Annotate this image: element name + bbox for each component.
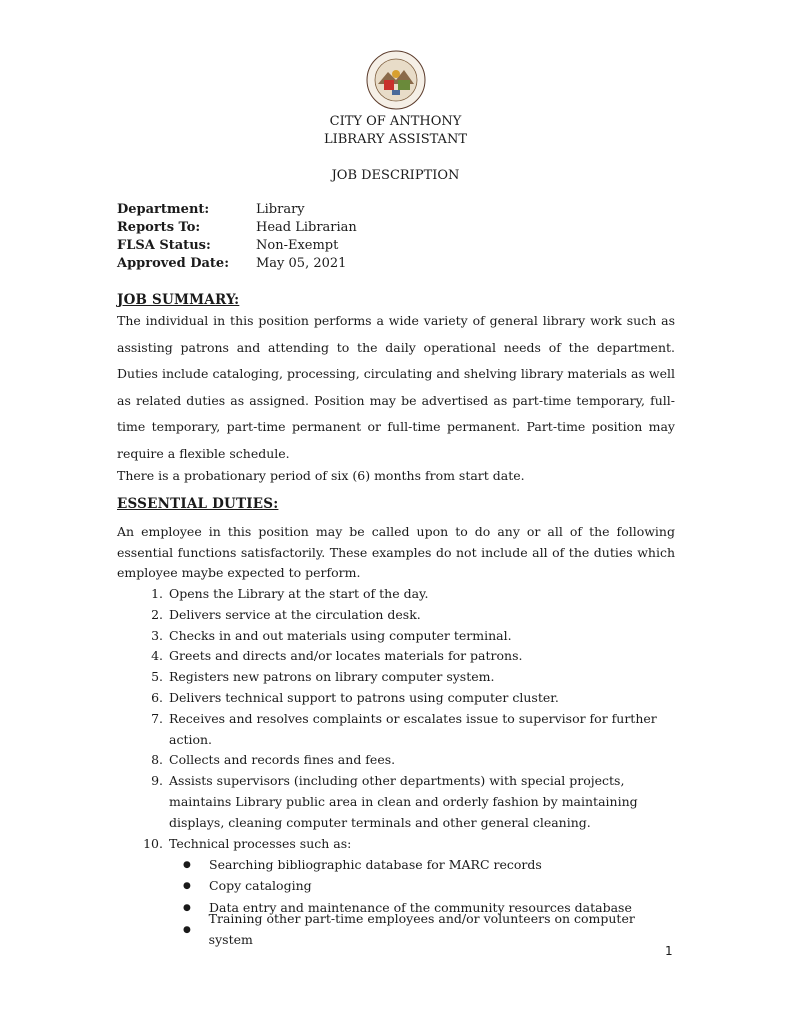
bullet-icon: ● — [183, 881, 191, 892]
bullet-text: Searching bibliographic database for MARC records — [209, 856, 542, 872]
info-row-department — [117, 201, 357, 219]
bullet-item — [183, 854, 677, 876]
list-item — [117, 626, 677, 647]
list-item — [117, 646, 677, 667]
page-number: 1 — [665, 944, 673, 958]
info-row-flsa-status — [117, 237, 357, 255]
list-number: 8. — [151, 752, 163, 768]
bullet-item — [183, 876, 677, 898]
document-title: JOB DESCRIPTION — [331, 168, 460, 183]
list-text: Opens the Library at the start of the day. — [169, 586, 429, 601]
list-text: Assists supervisors (including other departments) with special projects, maintains Library public area in clean and orderly fashion by maintaining displays, cleaning computer terminals and other general cleaning. — [169, 773, 638, 830]
list-number: 5. — [151, 669, 163, 685]
list-number: 9. — [151, 773, 163, 789]
info-row-approved-date — [117, 255, 357, 273]
list-item — [117, 771, 677, 833]
info-label: Department: — [117, 202, 210, 217]
job-info-table — [117, 201, 357, 273]
duties-list — [117, 584, 677, 947]
list-text: Receives and resolves complaints or escalates issue to supervisor for further action. — [169, 710, 657, 747]
bullet-item — [183, 911, 677, 947]
list-item — [117, 834, 677, 855]
technical-processes-list — [183, 854, 677, 947]
job-summary-heading: JOB SUMMARY: — [117, 292, 240, 308]
info-label: Approved Date: — [117, 256, 229, 271]
bullet-icon: ● — [183, 902, 191, 913]
list-item — [117, 584, 677, 605]
info-value: Library — [256, 202, 305, 217]
job-summary-text: The individual in this position performs a wide variety of general library work such as assisting patrons and attending to the daily operational needs of the department. Duties include cataloging, processing, circulating and shelving library materials as well as related duties as assigned. Position may be advertised as part-time temporary, full-time temporary, part-time permanent or full-time permanent. Part-time position may require a flexible schedule. — [117, 313, 675, 461]
bullet-icon: ● — [183, 924, 191, 935]
list-text: Checks in and out materials using computer terminal. — [169, 627, 512, 643]
list-text: Registers new patrons on library computer system. — [169, 669, 495, 685]
list-item — [117, 688, 677, 709]
list-number: 6. — [151, 689, 163, 705]
info-row-reports-to — [117, 219, 357, 237]
info-value: Non-Exempt — [256, 238, 339, 253]
list-number: 4. — [151, 648, 163, 664]
bullet-text: Training other part-time employees and/or volunteers on computer system — [208, 911, 635, 947]
list-item — [117, 750, 677, 771]
bullet-text: Copy cataloging — [209, 878, 312, 894]
essential-duties-heading: ESSENTIAL DUTIES: — [117, 496, 279, 512]
city-name: CITY OF ANTHONY — [329, 114, 462, 129]
list-text: Greets and directs and/or locates materials for patrons. — [169, 648, 523, 664]
list-number: 10. — [143, 835, 163, 851]
city-seal-logo — [366, 50, 426, 110]
list-text: Delivers service at the circulation desk. — [169, 606, 421, 622]
list-text: Collects and records fines and fees. — [169, 752, 396, 768]
info-label: FLSA Status: — [117, 238, 211, 253]
job-title: LIBRARY ASSISTANT — [323, 132, 467, 147]
info-value: May 05, 2021 — [256, 256, 347, 271]
list-text: Delivers technical support to patrons using computer cluster. — [169, 689, 559, 705]
probation-text: There is a probationary period of six (6) months from start date. — [117, 468, 525, 483]
list-number: 7. — [151, 710, 163, 726]
bullet-icon: ● — [183, 859, 191, 870]
list-number: 3. — [151, 627, 163, 643]
list-item — [117, 709, 677, 751]
list-number: 1. — [151, 586, 163, 601]
list-number: 2. — [151, 606, 163, 622]
bullet-text: Data entry and maintenance of the community resources database — [209, 899, 632, 915]
info-label: Reports To: — [117, 220, 201, 235]
list-item — [117, 667, 677, 688]
list-item — [117, 605, 677, 626]
essential-duties-intro: An employee in this position may be called upon to do any or all of the following essential functions satisfactorily. These examples do not include all of the duties which employee maybe expected to perform. — [117, 524, 675, 580]
info-value: Head Librarian — [256, 220, 357, 235]
list-text: Technical processes such as: — [169, 835, 352, 851]
